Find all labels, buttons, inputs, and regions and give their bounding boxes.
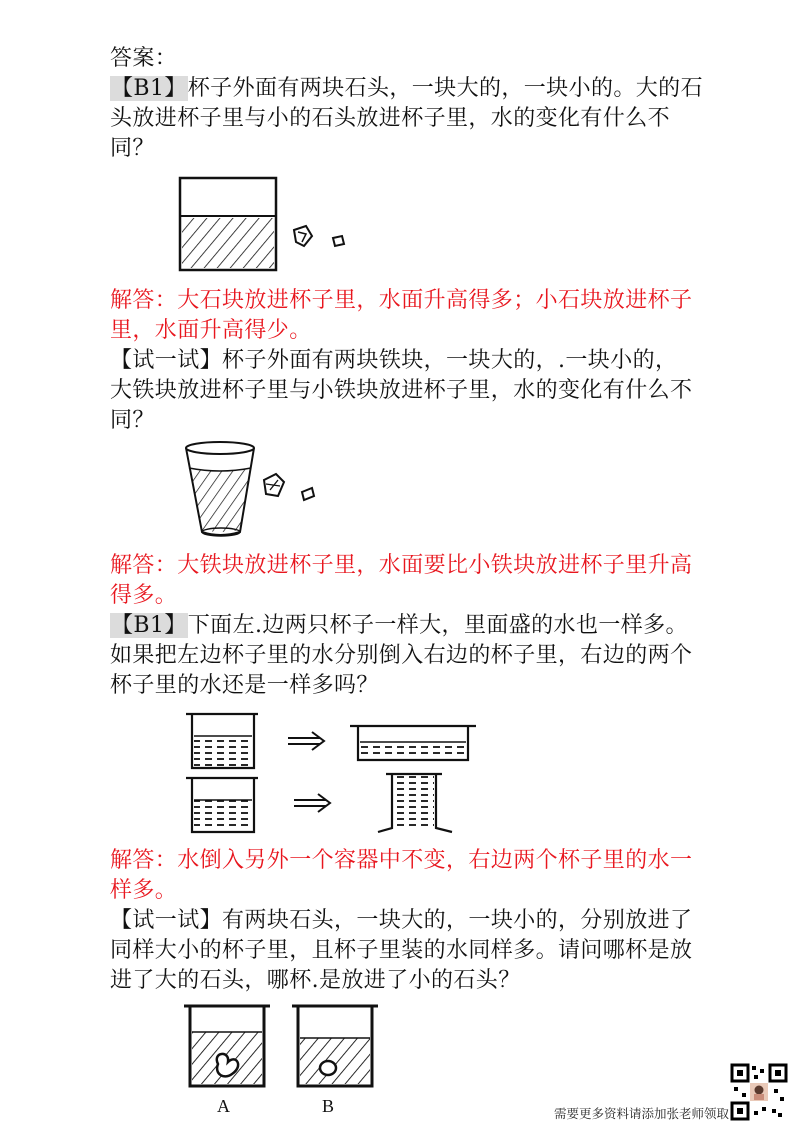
section3-answer-line2: 样多。 [110, 878, 178, 903]
footer-contact-text: 需要更多资料请添加张老师领取 [554, 1106, 730, 1121]
section4-question-line2: 同样大小的杯子里，且杯子里装的水同样多。请问哪杯是放 [110, 938, 693, 963]
figure-label-b: B [322, 1096, 335, 1116]
section1-question-line3: 同？ [110, 136, 155, 161]
section1-question-line1: 【B1】杯子外面有两块石头，一块大的，一块小的。大的石 [111, 76, 703, 101]
page-heading: 答案： [110, 46, 178, 71]
qr-code-icon [730, 1063, 788, 1121]
figure-glass-with-two-iron-blocks [180, 436, 340, 546]
section2-question-line1: 【试一试】杯子外面有两块铁块，一块大的，.一块小的， [110, 348, 678, 373]
section2-tag: 【试一试】 [110, 348, 223, 373]
section1-answer-line1: 解答：大石块放进杯子里，水面升高得多；小石块放进杯子 [110, 288, 693, 313]
section3-question-line2: 如果把左边杯子里的水分别倒入右边的杯子里，右边的两个 [110, 643, 693, 668]
section1-answer-line2: 里，水面升高得少。 [110, 318, 312, 343]
section3-tag: 【B1】 [111, 613, 187, 638]
section3-question-line3: 杯子里的水还是一样多吗？ [110, 673, 379, 698]
figure-label-a: A [217, 1096, 230, 1116]
section4-question-line3: 进了大的石头，哪杯.是放进了小的石头？ [110, 968, 521, 993]
section2-answer-line2: 得多。 [110, 583, 178, 608]
figure-pouring-water-containers [180, 708, 490, 840]
section3-question-line1: 【B1】下面左.边两只杯子一样大，里面盛的水也一样多。 [111, 613, 688, 638]
section3-answer-line1: 解答：水倒入另外一个容器中不变，右边两个杯子里的水一 [110, 848, 693, 873]
section4-question-line1: 【试一试】有两块石头，一块大的，一块小的，分别放进了 [110, 908, 693, 933]
section2-question-line3: 同？ [110, 408, 155, 433]
section2-answer-line1: 解答：大铁块放进杯子里，水面要比小铁块放进杯子里升高 [110, 553, 693, 578]
figure-cup-with-two-stones [170, 168, 370, 278]
section4-tag: 【试一试】 [110, 908, 223, 933]
figure-two-beakers-with-stones [180, 1000, 380, 1092]
section1-tag: 【B1】 [111, 76, 187, 101]
section1-question-line2: 头放进杯子里与小的石头放进杯子里，水的变化有什么不 [110, 106, 671, 131]
section2-question-line2: 大铁块放进杯子里与小铁块放进杯子里，水的变化有什么不 [110, 378, 693, 403]
